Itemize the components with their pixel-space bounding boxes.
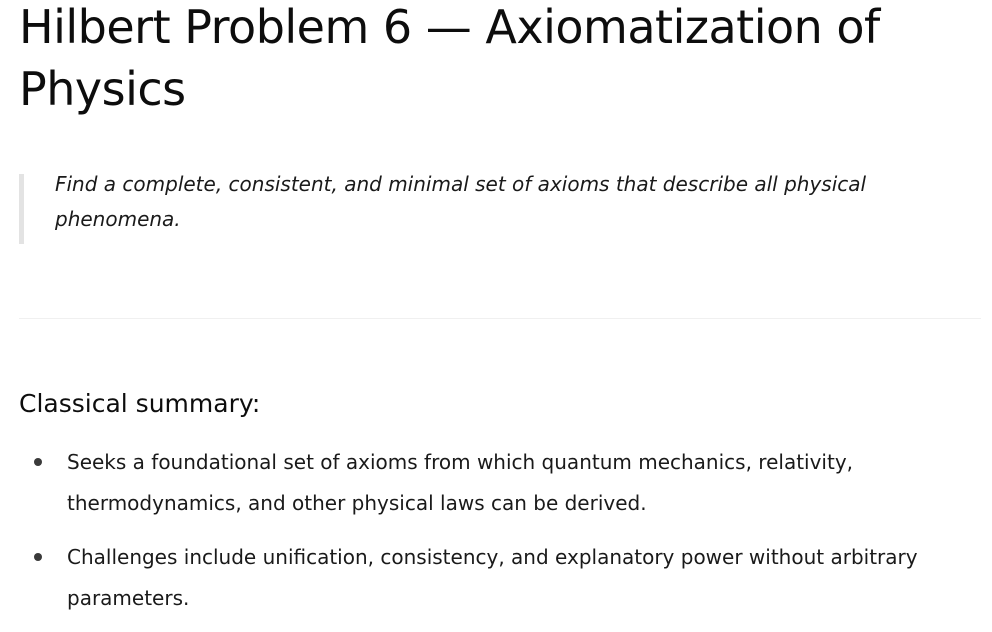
list-item-text: Seeks a foundational set of axioms from which quantum mechanics, relativity, thermodynamics, and other physical laws can be derived. — [67, 450, 854, 515]
problem-statement-quote — [19, 174, 992, 244]
summary-list — [19, 442, 981, 632]
bullet-icon — [34, 458, 42, 466]
list-item — [19, 442, 981, 524]
quote-text: Find a complete, consistent, and minimal set of axioms that describe all physical phenomena. — [55, 172, 867, 231]
section-heading: Classical summary: — [19, 389, 261, 418]
list-item-text: Challenges include unification, consistency, and explanatory power without arbitrary parameters. — [67, 545, 918, 610]
section-divider — [19, 318, 981, 319]
bullet-icon — [34, 553, 42, 561]
list-item — [19, 537, 981, 619]
page-title: Hilbert Problem 6 — Axiomatization of Physics — [19, 0, 880, 116]
